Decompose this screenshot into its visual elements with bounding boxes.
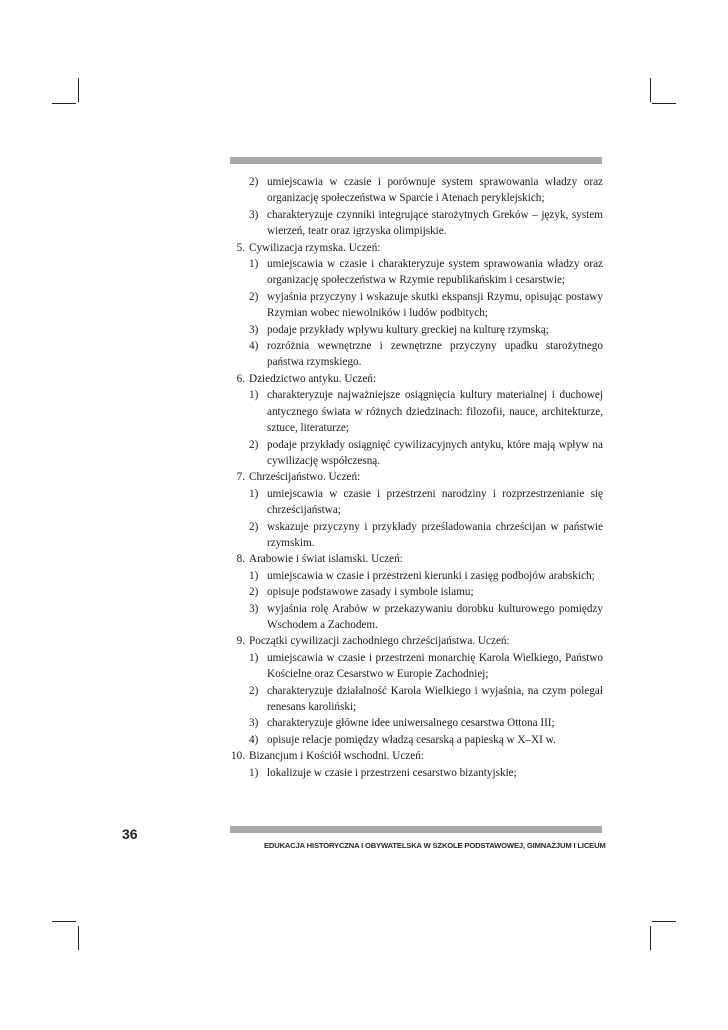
section-heading: Dziedzictwo antyku. Uczeń:: [249, 372, 377, 385]
item-number: 3): [249, 717, 259, 730]
section-heading: Początki cywilizacji zachodniego chrześcijaństwa. Uczeń:: [249, 635, 510, 648]
list-item: [249, 174, 603, 207]
section-heading-row: [216, 240, 603, 256]
list-item: [249, 732, 603, 748]
item-number: 4): [249, 733, 259, 746]
list-item: [249, 338, 603, 371]
list-item: [249, 683, 603, 716]
item-text: rozróżnia wewnętrzne i zewnętrzne przyczyny upadku starożytnego państwa rzymskiego.: [267, 340, 603, 369]
section-heading-row: [216, 551, 603, 567]
item-text: umiejscawia w czasie i charakteryzuje system sprawowania władzy oraz organizację społeczeństwa w Rzymie republikańskim i cesarstwie;: [267, 258, 603, 287]
section-heading: Cywilizacja rzymska. Uczeń:: [249, 241, 381, 254]
item-number: 1): [249, 487, 259, 500]
section-heading: Bizancjum i Kościół wschodni. Uczeń:: [249, 750, 424, 763]
crop-mark-top-right-v: [650, 78, 651, 102]
item-text: podaje przykłady osiągnięć cywilizacyjnych antyku, które mają wpływ na cywilizację współczesną.: [267, 438, 603, 467]
item-number: 3): [249, 602, 259, 615]
item-number: 1): [249, 651, 259, 664]
crop-mark-top-left-h: [52, 103, 76, 104]
item-text: lokalizuje w czasie i przestrzeni cesarstwo bizantyjskie;: [267, 766, 517, 779]
item-number: 3): [249, 208, 259, 221]
item-text: podaje przykłady wpływu kultury greckiej na kulturę rzymską;: [267, 323, 549, 336]
section-heading-row: [216, 748, 603, 764]
section: [216, 469, 603, 551]
section: [216, 551, 603, 633]
list-item: [249, 387, 603, 436]
list-item: [249, 486, 603, 519]
item-text: umiejscawia w czasie i przestrzeni narodziny i rozprzestrzenianie się chrześcijaństwa;: [267, 487, 603, 517]
section: [216, 748, 603, 781]
item-text: wskazuje przyczyny i przykłady prześladowania chrześcijan w państwie rzymskim.: [267, 520, 603, 549]
item-number: 4): [249, 340, 259, 353]
item-text: umiejscawia w czasie i porównuje system sprawowania władzy oraz organizację społeczeństwa w Sparcie i Atenach peryklejskich;: [267, 176, 603, 205]
item-number: 1): [249, 766, 259, 779]
crop-mark-bottom-right-h: [652, 921, 676, 922]
footer-title: EDUKACJA HISTORYCZNA I OBYWATELSKA W SZKOLE PODSTAWOWEJ, GIMNAZJUM I LICEUM: [264, 841, 606, 850]
item-number: 2): [249, 438, 259, 451]
list-item: [249, 322, 603, 338]
section-number: 9.: [236, 635, 245, 648]
item-text: charakteryzuje działalność Karola Wielkiego i wyjaśnia, na czym polegał renesans karoliński;: [267, 684, 603, 713]
item-text: wyjaśnia przyczyny i wskazuje skutki ekspansji Rzymu, opisując postawy Rzymian wobec niewolników i ludów podbitych;: [267, 290, 603, 320]
section: [216, 240, 603, 371]
list-item: [249, 289, 603, 322]
header-rule: [230, 157, 602, 164]
section-number: 8.: [236, 553, 245, 566]
crop-mark-top-left-v: [78, 78, 79, 102]
item-text: charakteryzuje najważniejsze osiągnięcia kultury materialnej i duchowej antycznego świata w różnych dziedzinach: filozofii, nauce, architekturze, sztuce, literaturze;: [267, 389, 603, 435]
item-number: 2): [249, 176, 259, 188]
item-number: 2): [249, 290, 259, 303]
list-item: [249, 650, 603, 683]
item-number: 1): [249, 258, 259, 271]
item-number: 2): [249, 586, 259, 599]
footer-rule: [230, 826, 602, 833]
item-text: opisuje podstawowe zasady i symbole islamu;: [267, 586, 474, 599]
crop-mark-bottom-left-h: [52, 921, 76, 922]
section-number: 10.: [231, 750, 245, 763]
item-number: 1): [249, 569, 259, 582]
list-item: [249, 256, 603, 289]
list-item: [249, 519, 603, 552]
item-number: 1): [249, 389, 259, 402]
section-heading: Arabowie i świat islamski. Uczeń:: [249, 553, 403, 566]
crop-mark-top-right-h: [652, 103, 676, 104]
crop-mark-bottom-right-v: [650, 926, 651, 950]
list-item: [249, 765, 603, 781]
section: [216, 633, 603, 748]
section-number: 6.: [236, 372, 245, 385]
sections: [216, 240, 603, 781]
section-number: 7.: [236, 471, 245, 484]
section-heading-row: [216, 469, 603, 485]
section-heading-row: [216, 633, 603, 649]
list-item: [249, 207, 603, 240]
item-number: 2): [249, 684, 259, 697]
section: [216, 371, 603, 469]
item-text: umiejscawia w czasie i przestrzeni kierunki i zasięg podbojów arabskich;: [267, 569, 595, 582]
section-number: 5.: [236, 241, 245, 254]
list-item: [249, 584, 603, 600]
continuation-items: [216, 174, 603, 240]
item-text: opisuje relacje pomiędzy władzą cesarską a papieską w X–XI w.: [267, 733, 556, 746]
section-heading: Chrześcijaństwo. Uczeń:: [249, 471, 361, 484]
item-text: charakteryzuje główne idee uniwersalnego cesarstwa Ottona III;: [267, 717, 555, 730]
item-text: wyjaśnia rolę Arabów w przekazywaniu dorobku kulturowego pomiędzy Wschodem a Zachodem.: [267, 602, 603, 631]
list-item: [249, 715, 603, 731]
item-number: 2): [249, 520, 259, 533]
item-number: 3): [249, 323, 259, 336]
list-item: [249, 437, 603, 470]
curriculum-list: [216, 174, 603, 781]
section-heading-row: [216, 371, 603, 387]
page-number: 36: [122, 826, 138, 842]
item-text: charakteryzuje czynniki integrujące starożytnych Greków – język, system wierzeń, teatr oraz igrzyska olimpijskie.: [267, 208, 603, 238]
list-item: [249, 568, 603, 584]
list-item: [249, 601, 603, 634]
crop-mark-bottom-left-v: [78, 926, 79, 950]
item-text: umiejscawia w czasie i przestrzeni monarchię Karola Wielkiego, Państwo Kościelne oraz Cesarstwo w Europie Zachodniej;: [267, 651, 603, 681]
